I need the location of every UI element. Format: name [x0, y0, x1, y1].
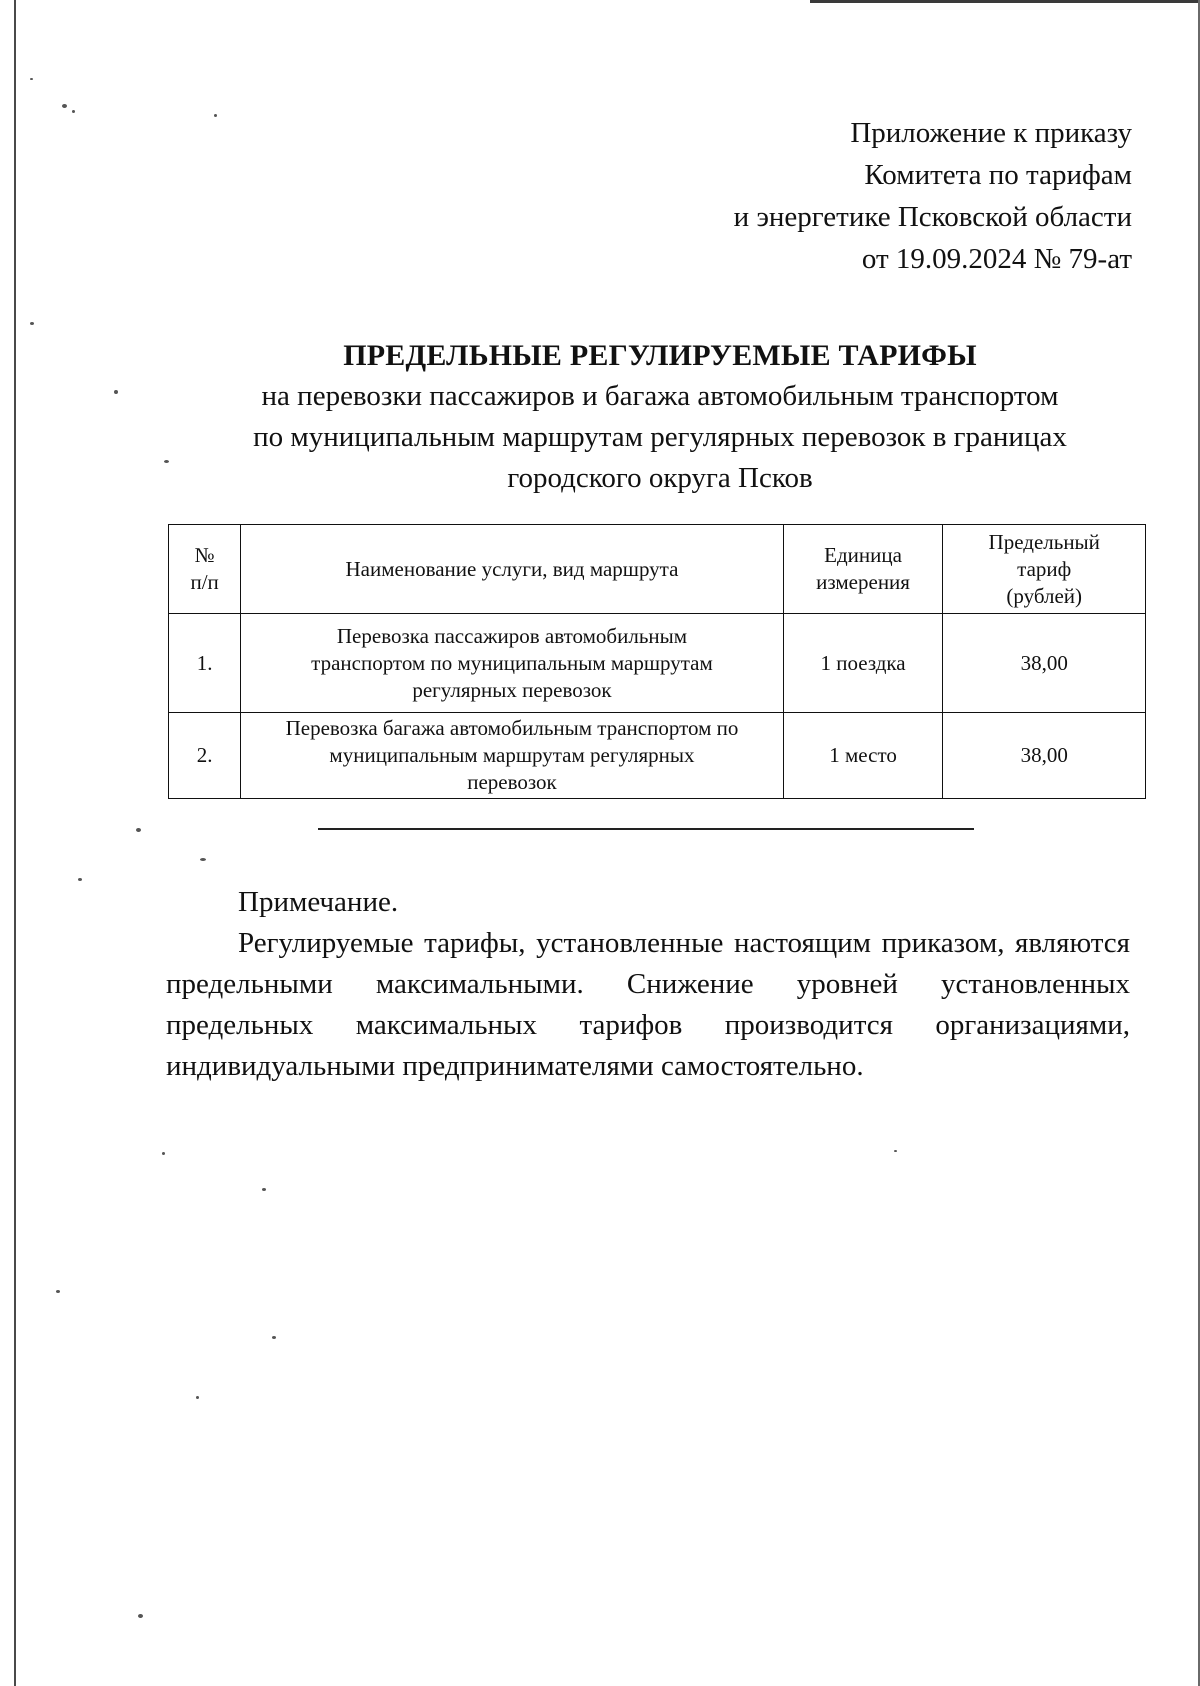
scan-speck: [30, 322, 34, 325]
title-block: [160, 336, 1160, 499]
table-header-row: [169, 525, 1146, 614]
scan-speck: [78, 878, 82, 881]
cell-text: муниципальным маршрутам регулярных: [329, 743, 695, 767]
scan-speck: [30, 78, 33, 80]
appendix-header: [734, 112, 1132, 280]
cell-tariff: 38,00: [943, 713, 1146, 799]
header-text: (рублей): [1006, 583, 1083, 608]
header-text: п/п: [190, 570, 219, 594]
cell-text: транспортом по муниципальным маршрутам: [311, 650, 713, 675]
cell-text: регулярных перевозок: [412, 677, 612, 702]
scan-speck: [114, 390, 118, 394]
cell-unit: 1 место: [783, 713, 943, 799]
cell-tariff: 38,00: [943, 614, 1146, 713]
subtitle-line: по муниципальным маршрутам регулярных перевозок в границах: [253, 421, 1067, 453]
header-number: [169, 525, 241, 614]
scan-speck: [196, 1396, 199, 1399]
document-title: ПРЕДЕЛЬНЫЕ РЕГУЛИРУЕМЫЕ ТАРИФЫ: [343, 339, 977, 372]
header-text: Единица: [824, 543, 902, 567]
scan-speck: [138, 1614, 143, 1618]
header-tariff: [943, 525, 1146, 614]
scan-left-edge: [14, 0, 16, 1686]
note-text: Регулируемые тарифы, установленные настоящим приказом, являются предельными максимальными. Снижение уровней установленных предельных максимальных тарифов производится организациями, индивидуальными предпринимателями самостоятельно.: [166, 927, 1130, 1082]
table-row: [169, 614, 1146, 713]
header-text: Наименование услуги, вид маршрута: [345, 556, 679, 581]
appendix-line: Комитета по тарифам: [864, 159, 1132, 191]
appendix-line: от 19.09.2024 № 79-ат: [861, 243, 1132, 275]
note-section: [166, 882, 1130, 1087]
scan-speck: [136, 828, 141, 832]
header-text: Предельный: [988, 529, 1100, 554]
scan-speck: [162, 1152, 165, 1155]
scan-speck: [272, 1336, 276, 1339]
note-heading: Примечание.: [238, 886, 399, 918]
cell-text: перевозок: [467, 770, 557, 794]
scan-speck: [56, 1290, 60, 1293]
appendix-line: и энергетике Псковской области: [733, 201, 1132, 233]
scan-speck: [262, 1188, 266, 1191]
header-text: измерения: [816, 570, 910, 594]
scan-top-edge: [810, 0, 1200, 3]
tariff-table: [168, 524, 1146, 799]
cell-text: Перевозка пассажиров автомобильным: [336, 623, 688, 648]
scan-speck: [894, 1150, 897, 1152]
header-text: тариф: [1017, 556, 1072, 581]
cell-number: 1.: [169, 614, 241, 713]
header-text: №: [194, 543, 215, 567]
subtitle-line: городского округа Псков: [507, 462, 813, 494]
scan-speck: [72, 110, 75, 113]
scan-speck: [214, 114, 217, 117]
table-row: [169, 713, 1146, 799]
cell-service-name: [241, 614, 783, 713]
cell-unit: 1 поездка: [783, 614, 943, 713]
cell-service-name: [241, 713, 783, 799]
appendix-line: Приложение к приказу: [850, 117, 1132, 149]
separator-line: [318, 828, 974, 830]
header-service-name: [241, 525, 783, 614]
scan-speck: [200, 858, 206, 861]
header-unit: [783, 525, 943, 614]
cell-text: Перевозка багажа автомобильным транспортом по: [285, 716, 739, 740]
cell-number: 2.: [169, 713, 241, 799]
subtitle-line: на перевозки пассажиров и багажа автомобильным транспортом: [261, 380, 1059, 412]
scan-speck: [62, 104, 67, 108]
